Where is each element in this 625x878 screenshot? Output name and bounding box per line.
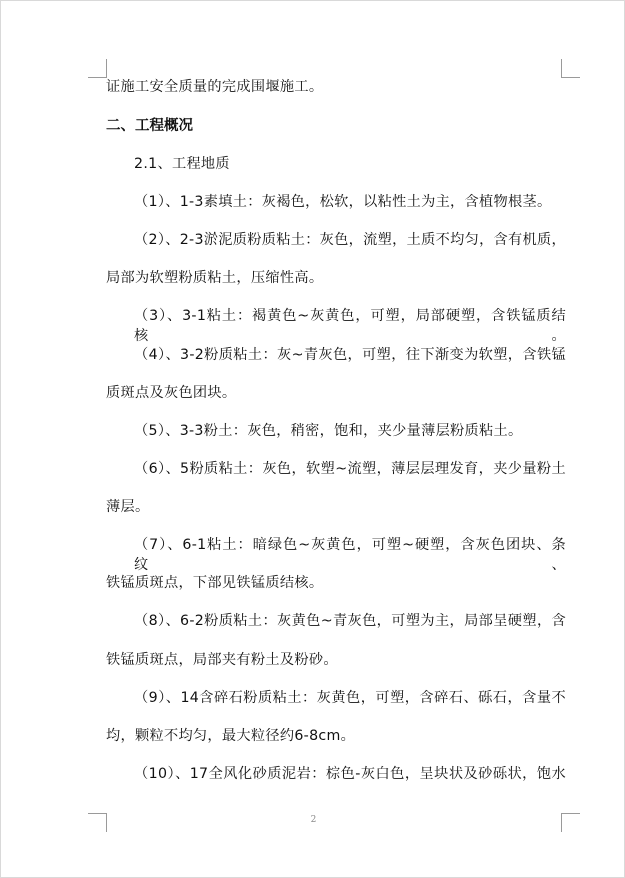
paragraph-line: （2）、2-3淤泥质粉质粘土：灰色，流塑，土质不均匀，含有机质，: [134, 232, 566, 248]
paragraph-line: 薄层。: [106, 499, 150, 515]
paragraph-line: （7）、6-1粘土：暗绿色~灰黄色，可塑~硬塑，含灰色团块、条纹、: [134, 537, 566, 573]
paragraph-line: （8）、6-2粉质粘土：灰黄色~青灰色，可塑为主，局部呈硬塑，含: [134, 613, 566, 629]
paragraph-line: 铁锰质斑点，局部夹有粉土及粉砂。: [106, 652, 338, 668]
paragraph-line: （3）、3-1粘土：褐黄色~灰黄色，可塑，局部硬塑，含铁锰质结核。: [134, 308, 566, 344]
paragraph-line: 证施工安全质量的完成围堰施工。: [106, 79, 324, 95]
paragraph-line: （1）、1-3素填土：灰褐色，松软，以粘性土为主，含植物根茎。: [134, 194, 552, 210]
crop-mark-top-left: [88, 59, 107, 78]
paragraph-line: 局部为软塑粉质粘土，压缩性高。: [106, 270, 324, 286]
paragraph-line: （10）、17全风化砂质泥岩：棕色-灰白色，呈块状及砂砾状，饱水: [134, 766, 566, 782]
paragraph-line: （5）、3-3粉土：灰色，稍密，饱和，夹少量薄层粉质粘土。: [134, 423, 523, 439]
paragraph-line: （6）、5粉质粘土：灰色，软塑~流塑，薄层层理发育，夹少量粉土: [134, 461, 566, 477]
section-heading: 二、工程概况: [106, 118, 193, 134]
paragraph-line: （9）、14含碎石粉质粘土：灰黄色，可塑，含碎石、砾石，含量不: [134, 690, 566, 706]
page-number: 2: [310, 815, 317, 825]
crop-mark-top-right: [561, 59, 580, 78]
paragraph-line: （4）、3-2粉质粘土：灰~青灰色，可塑，往下渐变为软塑，含铁锰: [134, 347, 566, 363]
subsection-heading: 2.1、工程地质: [134, 156, 230, 172]
paragraph-line: 均，颗粒不均匀，最大粒径约6-8cm。: [106, 728, 356, 744]
paragraph-line: 质斑点及灰色团块。: [106, 385, 237, 401]
paragraph-line: 铁锰质斑点，下部见铁锰质结核。: [106, 575, 324, 591]
